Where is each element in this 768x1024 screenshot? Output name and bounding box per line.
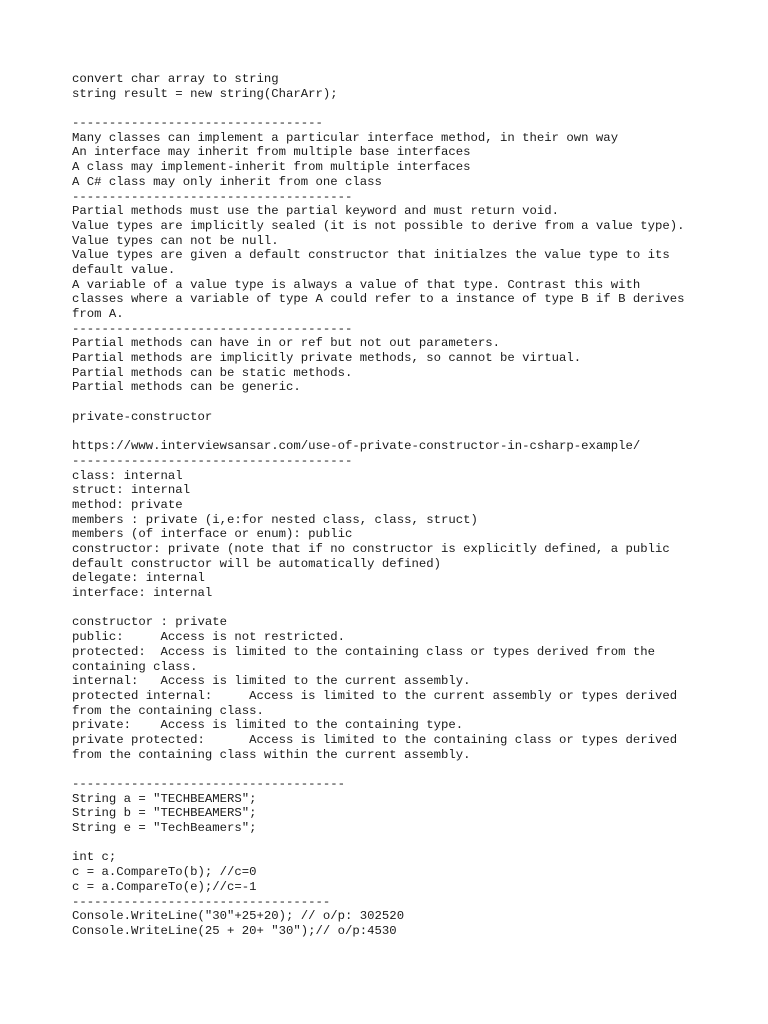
- code-line: String b = "TECHBEAMERS";: [72, 806, 257, 821]
- code-line: c = a.CompareTo(e);//c=-1: [72, 879, 257, 894]
- text-line: private protected: Access is limited to the containing class or types derived: [72, 732, 678, 747]
- text-line: members (of interface or enum): public: [72, 527, 353, 542]
- text-line: classes where a variable of type A could refer to a instance of type B if B derives: [72, 292, 685, 307]
- separator-line: --------------------------------------: [72, 321, 353, 336]
- text-line: Partial methods are implicitly private methods, so cannot be virtual.: [72, 351, 582, 366]
- text-line: protected internal: Access is limited to the current assembly or types derived: [72, 688, 678, 703]
- blank-line: [72, 101, 752, 116]
- separator-line: --------------------------------------: [72, 453, 353, 468]
- blank-line: [72, 762, 752, 777]
- text-line: Value types are given a default constructor that initialzes the value type to its: [72, 248, 670, 263]
- text-line: from A.: [72, 307, 124, 321]
- text-line: An interface may inherit from multiple base interfaces: [72, 145, 471, 160]
- blank-line: [72, 836, 752, 851]
- text-line: A variable of a value type is always a value of that type. Contrast this with: [72, 277, 641, 292]
- text-line: constructor: private (note that if no constructor is explicitly defined, a public: [72, 542, 670, 556]
- code-line: Console.WriteLine(25 + 20+ "30");// o/p:4530: [72, 923, 397, 938]
- text-line: Partial methods can have in or ref but not out parameters.: [72, 336, 501, 351]
- text-line: internal: Access is limited to the current assembly.: [72, 674, 471, 689]
- blank-line: [72, 425, 752, 440]
- text-line: Partial methods must use the partial keyword and must return void.: [72, 204, 560, 219]
- text-line: delegate: internal: [72, 571, 205, 586]
- url-text: https://www.interviewsansar.com/use-of-private-constructor-in-csharp-example/: [72, 439, 641, 454]
- separator-line: --------------------------------------: [72, 189, 353, 204]
- text-line: struct: internal: [72, 483, 191, 498]
- text-line: default value.: [72, 262, 176, 277]
- text-line: default constructor will be automatically defined): [72, 556, 441, 571]
- text-line: convert char array to string: [72, 72, 279, 86]
- text-line: members : private (i,e:for nested class, class, struct): [72, 512, 478, 527]
- text-line: A C# class may only inherit from one class: [72, 174, 382, 189]
- text-line: private: Access is limited to the containing type.: [72, 718, 464, 733]
- text-line: protected: Access is limited to the containing class or types derived from the: [72, 644, 655, 659]
- text-line: public: Access is not restricted.: [72, 630, 346, 645]
- text-line: Partial methods can be static methods.: [72, 365, 353, 380]
- code-line: c = a.CompareTo(b); //c=0: [72, 865, 257, 880]
- text-line: constructor : private: [72, 615, 227, 630]
- code-line: Console.WriteLine("30"+25+20); // o/p: 302520: [72, 909, 405, 924]
- text-line: class: internal: [72, 468, 183, 483]
- text-line: from the containing class.: [72, 703, 264, 718]
- text-line: string result = new string(CharArr);: [72, 86, 338, 101]
- text-line: from the containing class within the current assembly.: [72, 747, 471, 762]
- text-line: Value types are implicitly sealed (it is not possible to derive from a value type).: [72, 218, 685, 233]
- text-line: A class may implement-inherit from multiple interfaces: [72, 160, 471, 175]
- code-line: String e = "TechBeamers";: [72, 821, 257, 836]
- separator-line: ----------------------------------: [72, 116, 323, 131]
- separator-line: -------------------------------------: [72, 777, 346, 791]
- text-line: interface: internal: [72, 586, 213, 601]
- separator-line: -----------------------------------: [72, 894, 331, 909]
- blank-line: [72, 601, 752, 616]
- code-line: String a = "TECHBEAMERS";: [72, 791, 257, 806]
- code-line: int c;: [72, 850, 117, 865]
- document-page: [72, 72, 752, 939]
- text-line: Value types can not be null.: [72, 233, 279, 248]
- text-line: containing class.: [72, 659, 198, 674]
- text-line: private-constructor: [72, 409, 213, 424]
- text-line: Many classes can implement a particular interface method, in their own way: [72, 130, 619, 145]
- blank-line: [72, 395, 752, 410]
- text-line: method: private: [72, 497, 183, 512]
- text-line: Partial methods can be generic.: [72, 380, 301, 395]
